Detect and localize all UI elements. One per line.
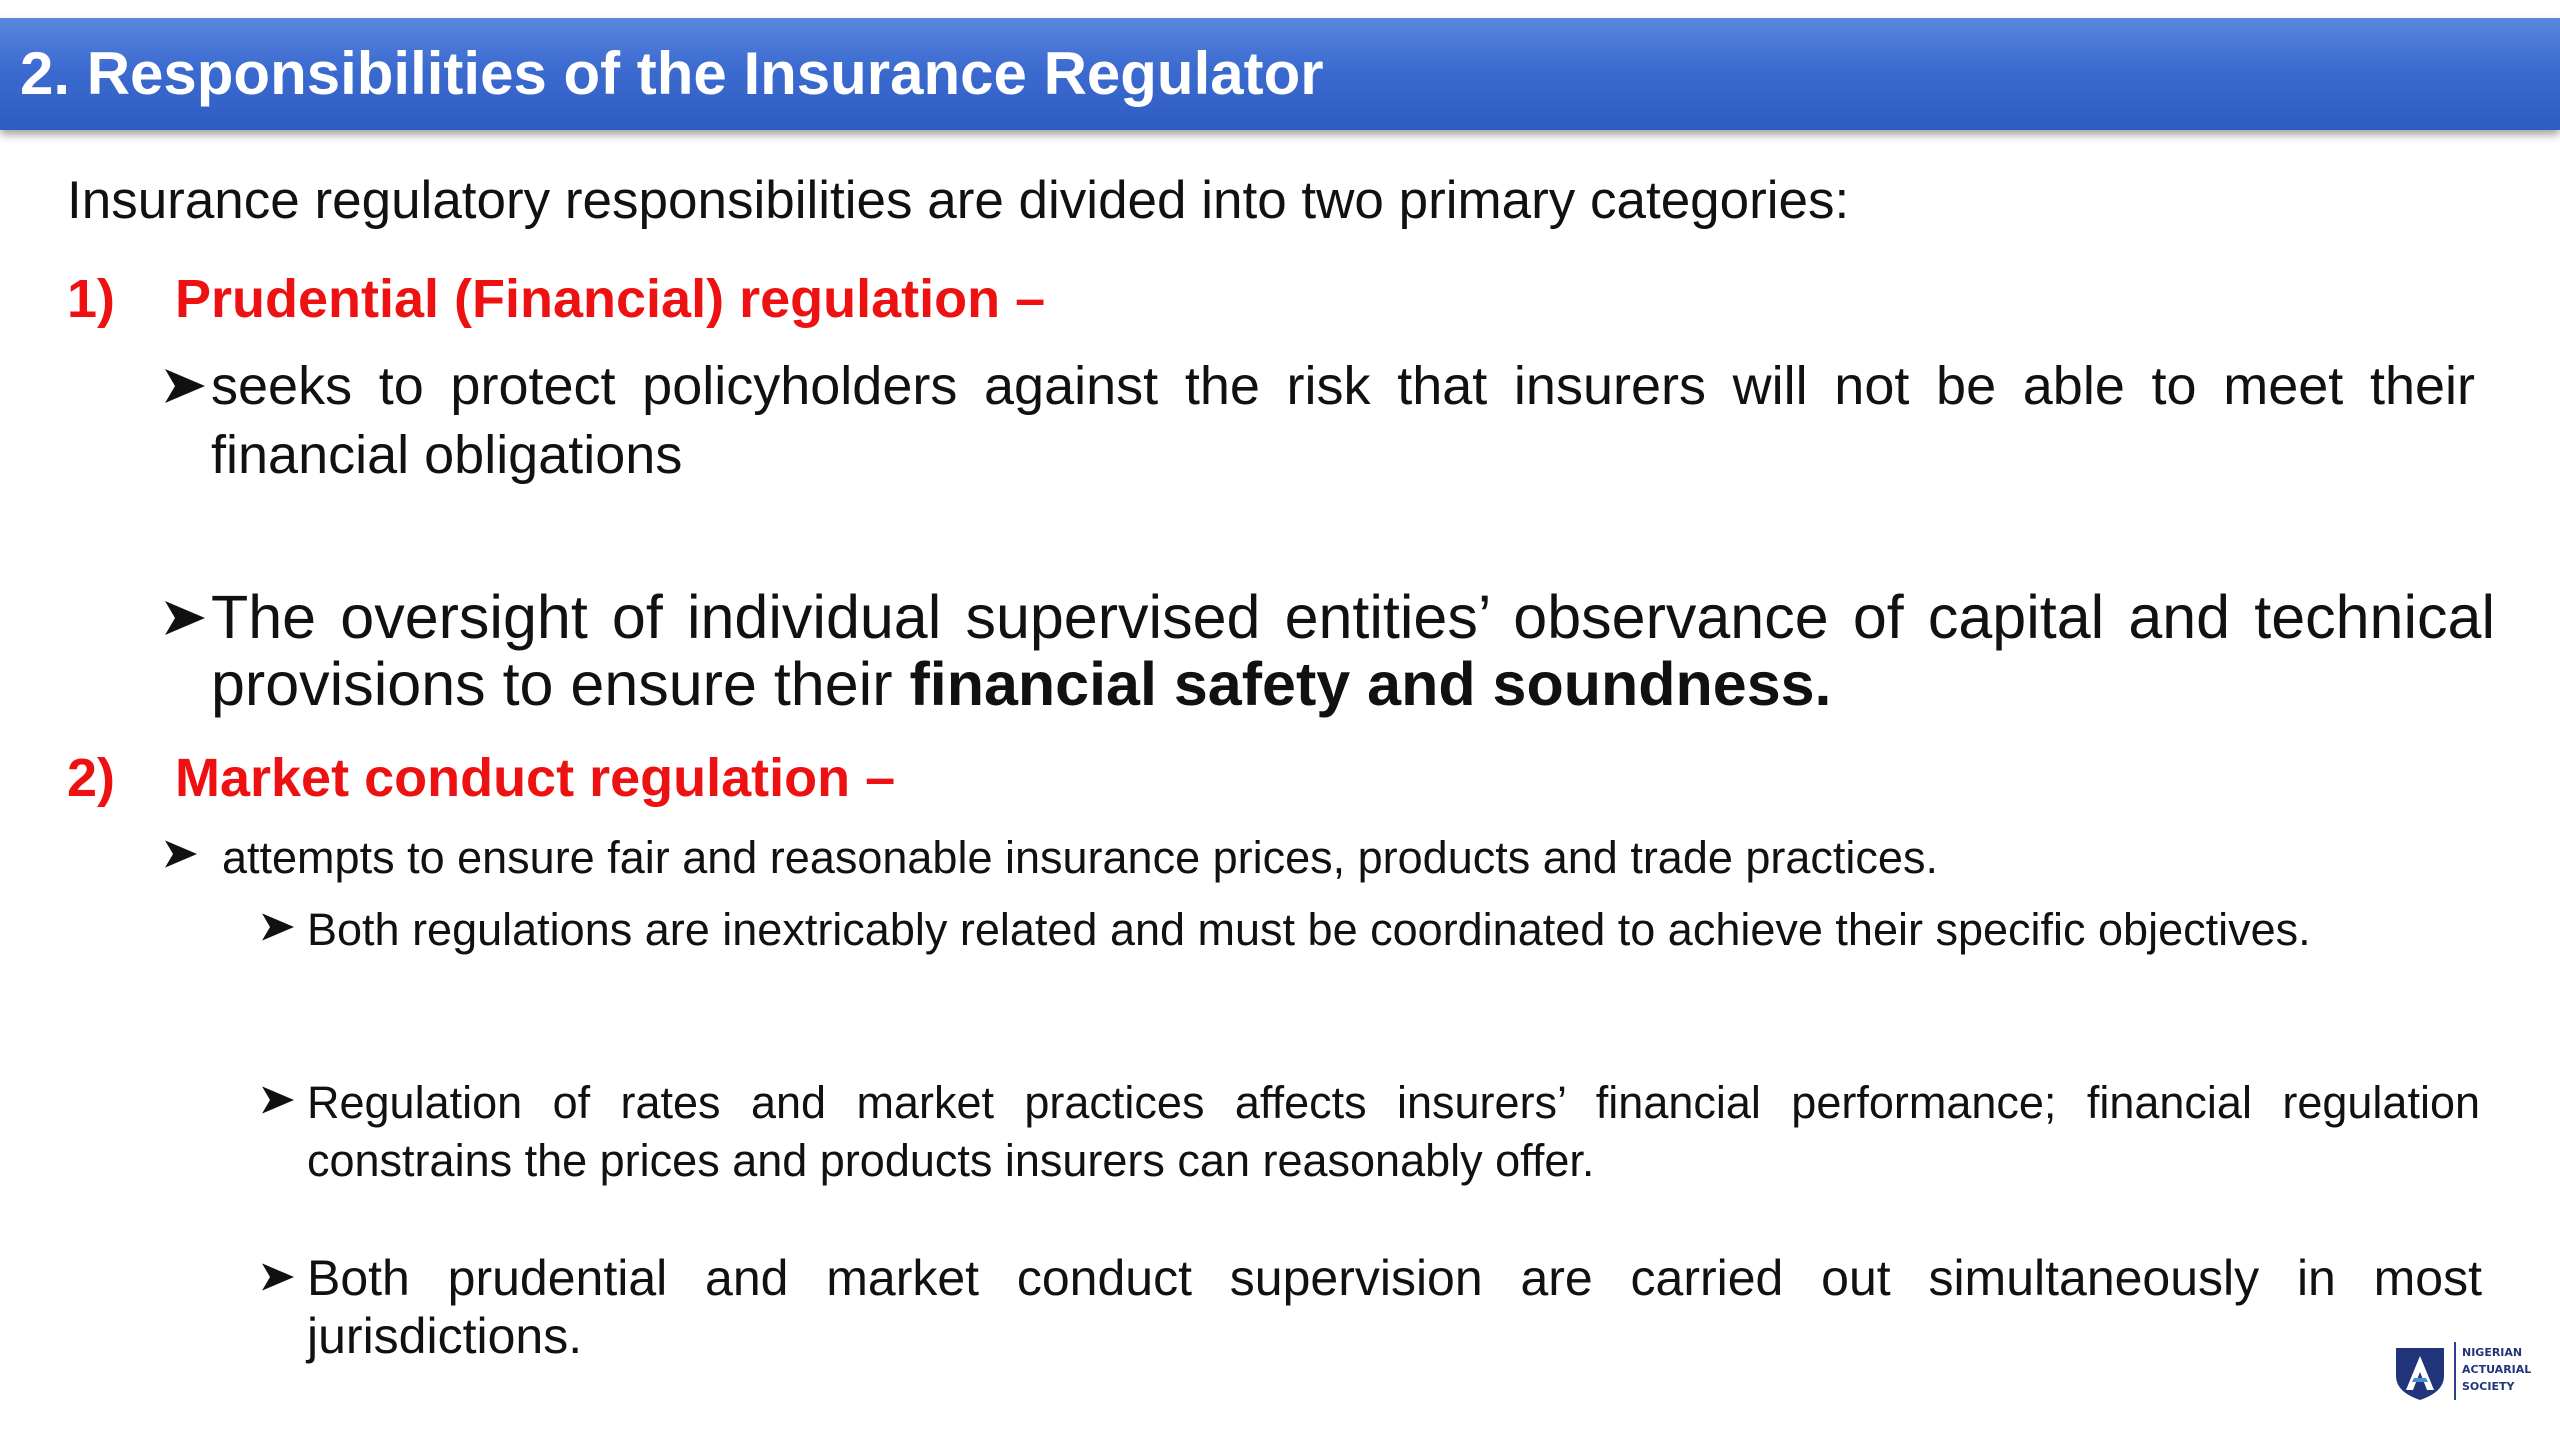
section-2-title: Market conduct regulation – (175, 748, 896, 808)
arrowhead-bullet-icon (165, 584, 211, 635)
title-bar (0, 18, 2560, 130)
arrowhead-bullet-icon (262, 1074, 307, 1114)
section-2-bullet-text: attempts to ensure fair and reasonable insurance prices, products and trade practices. (222, 832, 1938, 883)
nigerian-actuarial-society-logo (2392, 1338, 2532, 1408)
section-1-bullet-1 (165, 352, 2475, 490)
section-2-sub-bullet-3-text: Both prudential and market conduct supervision are carried out simultaneously in most jurisdictions. (307, 1250, 2482, 1364)
section-1-bullet-1-text: seeks to protect policyholders against the risk that insurers will not be able to meet their financial obligations (211, 356, 2475, 485)
arrowhead-bullet-icon (165, 830, 222, 868)
logo-wordmark (2462, 1344, 2531, 1395)
section-1-number: 1) (67, 269, 116, 329)
section-2-bullet (165, 830, 2475, 886)
section-2-sub-bullet-3 (262, 1249, 2482, 1365)
section-2-heading (67, 747, 895, 809)
section-1-bullet-2 (165, 584, 2495, 718)
intro-text: Insurance regulatory responsibilities are divided into two primary categories: (67, 171, 1850, 230)
logo-divider (2454, 1342, 2456, 1400)
slide-title: 2. Responsibilities of the Insurance Regulator (20, 40, 1324, 107)
section-1-bullet-2-emphasis: financial safety and soundness. (909, 650, 1832, 718)
section-2-sub-bullet-1 (262, 901, 2495, 959)
section-2-number: 2) (67, 748, 116, 808)
arrowhead-bullet-icon (262, 901, 307, 941)
section-2-sub-bullet-1-text: Both regulations are inextricably related and must be coordinated to achieve their specific objectives. (307, 904, 2311, 955)
logo-line-3: SOCIETY (2462, 1380, 2515, 1393)
logo-line-2: ACTUARIAL (2462, 1363, 2532, 1376)
section-1-heading (67, 268, 1045, 330)
arrowhead-bullet-icon (262, 1249, 307, 1291)
section-1-bullet-2-text: The oversight of individual supervised entities’ observance of capital and technical provisions to ensure their (211, 583, 2495, 718)
arrowhead-bullet-icon (165, 352, 211, 403)
logo-line-1: NIGERIAN (2462, 1346, 2523, 1359)
logo-mark-icon (2392, 1342, 2448, 1402)
section-2-sub-bullet-2-text: Regulation of rates and market practices affects insurers’ financial performance; financial regulation constrains the prices and products insurers can reasonably offer. (307, 1077, 2480, 1186)
section-2-sub-bullet-2 (262, 1074, 2480, 1190)
section-1-title: Prudential (Financial) regulation – (175, 269, 1046, 329)
